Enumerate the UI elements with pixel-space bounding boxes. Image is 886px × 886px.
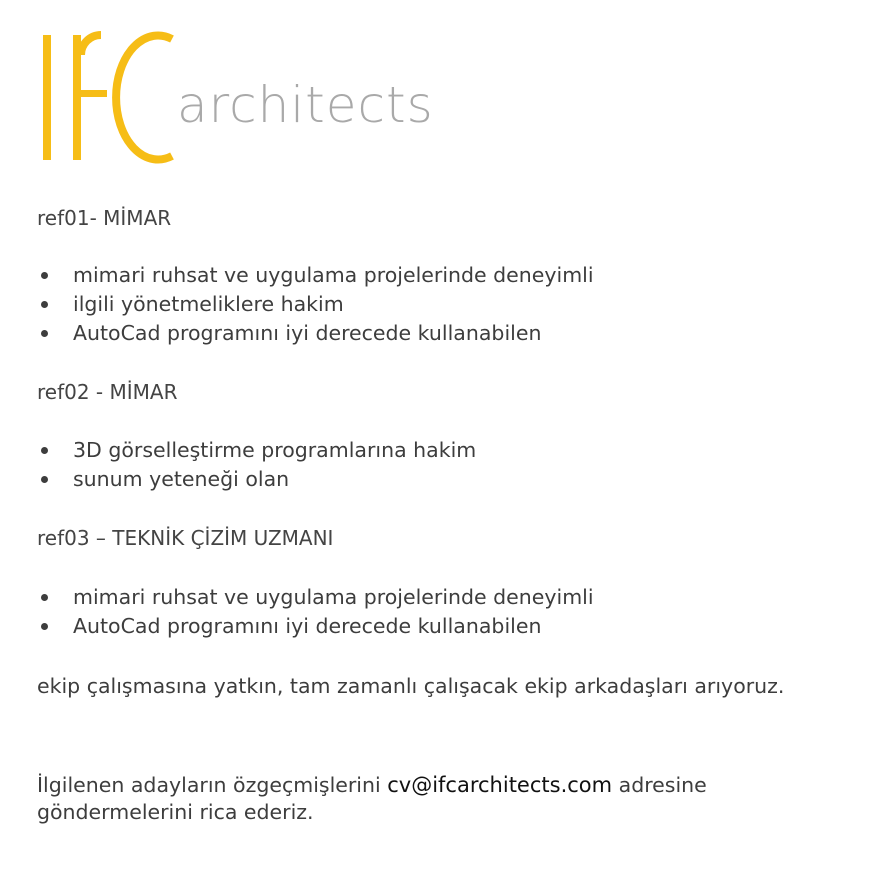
- contact-text-before: İlgilenen adayların özgeçmişlerini: [37, 773, 388, 797]
- contact-text-after: adresine göndermelerini rica ederiz.: [37, 773, 707, 824]
- list-item: AutoCad programını iyi derecede kullanabilen: [37, 319, 594, 348]
- list-item: ilgili yönetmeliklere hakim: [37, 290, 594, 319]
- contact-email-link[interactable]: cv@ifcarchitects.com: [387, 773, 613, 797]
- list-item: AutoCad programını iyi derecede kullanabilen: [37, 612, 594, 641]
- section-title-ref02: ref02 - MİMAR: [37, 380, 178, 404]
- requirements-list-ref02: [37, 436, 476, 494]
- team-note: ekip çalışmasına yatkın, tam zamanlı çalışacak ekip arkadaşları arıyoruz.: [37, 674, 785, 698]
- logo-wordmark: architects: [177, 76, 434, 134]
- list-item: 3D görselleştirme programlarına hakim: [37, 436, 476, 465]
- list-item: mimari ruhsat ve uygulama projelerinde deneyimli: [37, 261, 594, 290]
- list-item: mimari ruhsat ve uygulama projelerinde deneyimli: [37, 583, 594, 612]
- section-title-ref01: ref01- MİMAR: [37, 206, 172, 230]
- list-item: sunum yeteneği olan: [37, 465, 476, 494]
- company-logo: [40, 30, 440, 165]
- requirements-list-ref01: [37, 261, 594, 348]
- section-title-ref03: ref03 – TEKNİK ÇİZİM UZMANI: [37, 526, 334, 550]
- ifc-logo-letters: [40, 30, 180, 165]
- requirements-list-ref03: [37, 583, 594, 641]
- contact-note: [37, 772, 857, 826]
